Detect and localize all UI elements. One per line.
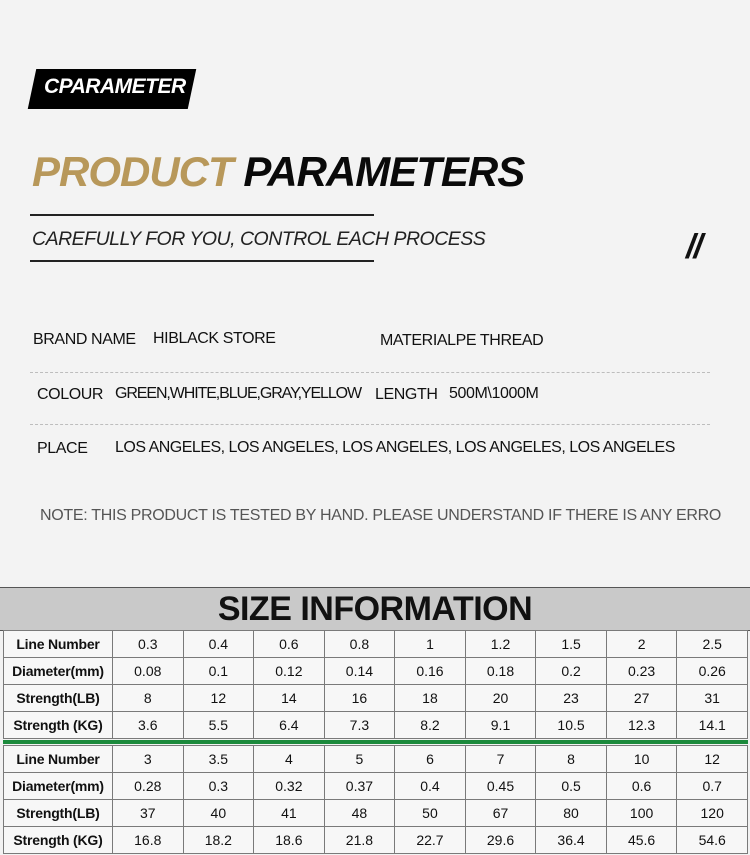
table-cell: 0.1 xyxy=(183,658,254,685)
size-title-bar xyxy=(0,587,750,631)
size-table-2 xyxy=(3,745,748,854)
place-label: PLACE xyxy=(37,440,88,457)
table-row xyxy=(4,631,748,658)
decorative-slashes: // xyxy=(686,228,701,266)
table-cell: 100 xyxy=(606,800,677,827)
table-cell: 0.8 xyxy=(324,631,395,658)
table-cell: 0.4 xyxy=(183,631,254,658)
row-label: Strength(LB) xyxy=(4,800,113,827)
divider-bottom xyxy=(30,260,374,262)
table-cell: 41 xyxy=(254,800,325,827)
place-value: LOS ANGELES, LOS ANGELES, LOS ANGELES, LOS ANGELES, LOS ANGELES xyxy=(115,439,675,456)
table-cell: 0.16 xyxy=(395,658,466,685)
table-cell: 67 xyxy=(465,800,536,827)
table-row xyxy=(4,712,748,739)
table-cell: 0.32 xyxy=(254,773,325,800)
table-cell: 0.4 xyxy=(395,773,466,800)
tagline: CAREFULLY FOR YOU, CONTROL EACH PROCESS xyxy=(32,228,486,250)
table-cell: 1 xyxy=(395,631,466,658)
table-cell: 21.8 xyxy=(324,827,395,854)
row-label: Strength (KG) xyxy=(4,827,113,854)
length-label: LENGTH xyxy=(375,386,438,403)
table-separator xyxy=(3,740,748,744)
table-cell: 0.08 xyxy=(113,658,184,685)
table-cell: 9.1 xyxy=(465,712,536,739)
table-cell: 12.3 xyxy=(606,712,677,739)
row-label: Line Number xyxy=(4,746,113,773)
table-cell: 0.26 xyxy=(677,658,748,685)
table-cell: 6 xyxy=(395,746,466,773)
dashed-divider xyxy=(30,424,710,425)
table-cell: 45.6 xyxy=(606,827,677,854)
table-cell: 0.7 xyxy=(677,773,748,800)
table-cell: 40 xyxy=(183,800,254,827)
table-cell: 48 xyxy=(324,800,395,827)
table-cell: 27 xyxy=(606,685,677,712)
title-gold-word: PRODUCT xyxy=(32,148,233,195)
table-cell: 18.2 xyxy=(183,827,254,854)
brand-label: BRAND NAME xyxy=(33,331,136,348)
table-cell: 54.6 xyxy=(677,827,748,854)
table-cell: 12 xyxy=(183,685,254,712)
table-cell: 0.45 xyxy=(465,773,536,800)
table-cell: 80 xyxy=(536,800,607,827)
table-cell: 0.14 xyxy=(324,658,395,685)
table-cell: 20 xyxy=(465,685,536,712)
table-cell: 0.6 xyxy=(606,773,677,800)
table-cell: 31 xyxy=(677,685,748,712)
table-cell: 1.2 xyxy=(465,631,536,658)
table-cell: 18 xyxy=(395,685,466,712)
table-row xyxy=(4,685,748,712)
row-label: Line Number xyxy=(4,631,113,658)
table-cell: 36.4 xyxy=(536,827,607,854)
table-cell: 14.1 xyxy=(677,712,748,739)
table-cell: 1.5 xyxy=(536,631,607,658)
table-cell: 7.3 xyxy=(324,712,395,739)
table-row xyxy=(4,773,748,800)
badge-label: CPARAMETER xyxy=(44,75,186,98)
table-cell: 23 xyxy=(536,685,607,712)
table-cell: 0.6 xyxy=(254,631,325,658)
dashed-divider xyxy=(30,372,710,373)
table-cell: 120 xyxy=(677,800,748,827)
table-cell: 0.18 xyxy=(465,658,536,685)
row-label: Diameter(mm) xyxy=(4,658,113,685)
page-title xyxy=(32,148,524,196)
table-cell: 0.28 xyxy=(113,773,184,800)
table-row xyxy=(4,746,748,773)
table-cell: 16.8 xyxy=(113,827,184,854)
table-cell: 2 xyxy=(606,631,677,658)
table-cell: 0.23 xyxy=(606,658,677,685)
table-cell: 4 xyxy=(254,746,325,773)
table-cell: 0.12 xyxy=(254,658,325,685)
table-cell: 22.7 xyxy=(395,827,466,854)
table-cell: 16 xyxy=(324,685,395,712)
table-cell: 7 xyxy=(465,746,536,773)
table-cell: 3.5 xyxy=(183,746,254,773)
material-value: MATERIALPE THREAD xyxy=(380,332,544,349)
table-cell: 10 xyxy=(606,746,677,773)
colour-value: GREEN,WHITE,BLUE,GRAY,YELLOW xyxy=(115,385,362,402)
table-cell: 5 xyxy=(324,746,395,773)
table-cell: 0.3 xyxy=(113,631,184,658)
row-label: Strength(LB) xyxy=(4,685,113,712)
table-cell: 0.2 xyxy=(536,658,607,685)
table-cell: 3.6 xyxy=(113,712,184,739)
table-cell: 3 xyxy=(113,746,184,773)
table-cell: 6.4 xyxy=(254,712,325,739)
row-label: Diameter(mm) xyxy=(4,773,113,800)
table-cell: 37 xyxy=(113,800,184,827)
table-cell: 2.5 xyxy=(677,631,748,658)
table-row xyxy=(4,827,748,854)
size-title: SIZE INFORMATION xyxy=(217,590,533,628)
row-label: Strength (KG) xyxy=(4,712,113,739)
table-cell: 29.6 xyxy=(465,827,536,854)
divider-top xyxy=(30,214,374,216)
colour-label: COLOUR xyxy=(37,386,104,403)
length-value: 500M\1000M xyxy=(449,385,539,402)
table-cell: 8.2 xyxy=(395,712,466,739)
brand-value: HIBLACK STORE xyxy=(153,330,276,347)
table-cell: 5.5 xyxy=(183,712,254,739)
table-cell: 50 xyxy=(395,800,466,827)
table-cell: 12 xyxy=(677,746,748,773)
table-cell: 0.5 xyxy=(536,773,607,800)
title-black-word: PARAMETERS xyxy=(243,148,525,195)
table-cell: 8 xyxy=(536,746,607,773)
table-row xyxy=(4,658,748,685)
table-cell: 8 xyxy=(113,685,184,712)
table-cell: 18.6 xyxy=(254,827,325,854)
size-table-1 xyxy=(3,630,748,739)
table-cell: 0.37 xyxy=(324,773,395,800)
table-cell: 0.3 xyxy=(183,773,254,800)
table-cell: 14 xyxy=(254,685,325,712)
note-text: NOTE: THIS PRODUCT IS TESTED BY HAND. PLEASE UNDERSTAND IF THERE IS ANY ERRO xyxy=(40,507,722,524)
table-cell: 10.5 xyxy=(536,712,607,739)
table-row xyxy=(4,800,748,827)
